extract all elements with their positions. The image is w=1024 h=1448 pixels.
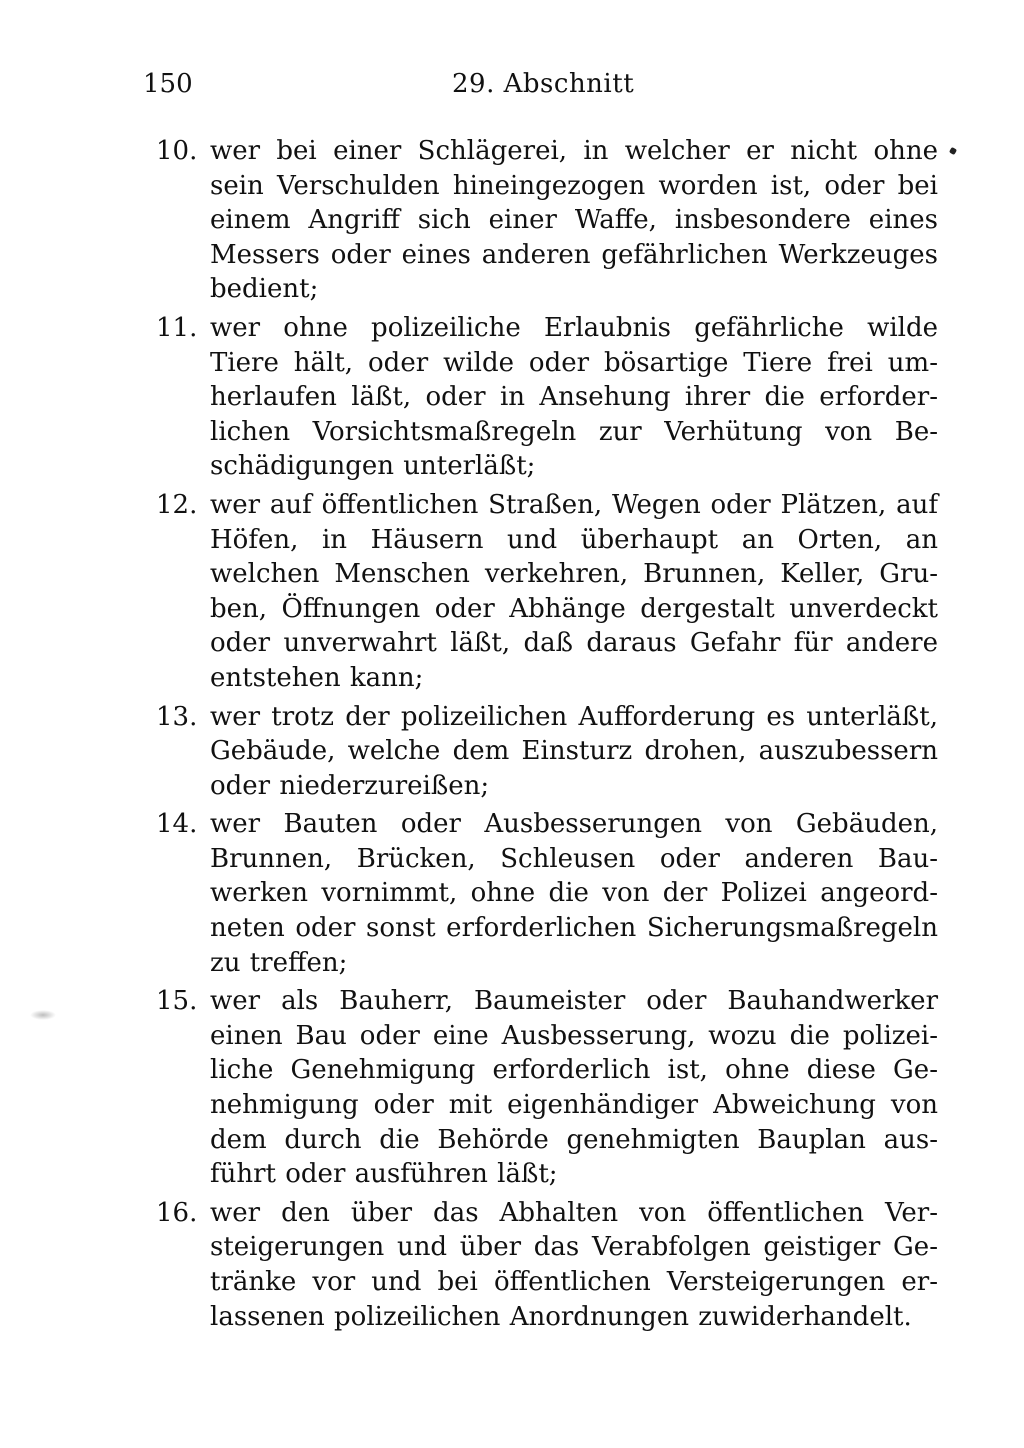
item-number: 10. xyxy=(156,136,198,166)
list-item xyxy=(150,807,938,980)
item-text: wer Bauten oder Ausbesserungen von Gebäuden, Brunnen, Brücken, Schleusen oder anderen Bauwerken vornimmt, ohne die von der Polizei angeordneten oder sonst erforderlichen Sicherungsmaßregeln zu treffen; xyxy=(210,809,938,978)
item-number: 11. xyxy=(156,312,198,343)
item-text: wer als Bauherr, Baumeister oder Bauhandwerker einen Bau oder eine Ausbesserung, wozu die polizeiliche Genehmigung erforderlich ist, ohne diese Genehmigung oder mit eigenhändiger Abweichung von dem durch die Behörde genehmigten Bauplan ausführt oder ausführen läßt; xyxy=(210,986,938,1190)
item-text: wer bei einer Schlägerei, in welcher er nicht ohne sein Verschulden hineingezogen worden ist, oder bei einem Angriff sich einer Waffe, insbesondere eines Messers oder eines anderen gefährlichen Werkzeuges bedient; xyxy=(210,136,938,305)
margin-smudge xyxy=(30,1010,56,1020)
item-number: 13. xyxy=(156,701,198,732)
item-number: 16. xyxy=(156,1197,198,1228)
item-text: wer den über das Abhalten von öffentlichen Versteigerungen und über das Verabfolgen geistiger Getränke vor und bei öffentlichen Versteigerungen erlassenen polizeilichen Anordnungen zuwiderhandelt. xyxy=(210,1197,938,1332)
section-title: 29. Abschnitt xyxy=(452,69,635,99)
item-number: 12. xyxy=(156,489,198,520)
margin-mark xyxy=(949,147,957,155)
list-item xyxy=(150,311,938,484)
numbered-list xyxy=(150,134,938,1338)
list-item xyxy=(150,700,938,804)
page-number: 150 xyxy=(143,69,193,99)
item-number: 15. xyxy=(156,986,198,1017)
list-item xyxy=(150,488,938,696)
list-item xyxy=(150,984,938,1192)
list-item xyxy=(150,134,938,307)
list-item xyxy=(150,1196,938,1334)
item-text: wer ohne polizeiliche Erlaubnis gefährliche wilde Tiere hält, oder wilde oder bösartige Tiere frei umherlaufen läßt, oder in Ansehung ihrer die erforderlichen Vorsichtsmaßregeln zur Verhütung von Beschädigungen unterläßt; xyxy=(210,312,938,482)
item-text: wer trotz der polizeilichen Aufforderung es unterläßt, Gebäude, welche dem Einsturz drohen, auszubessern oder niederzureißen; xyxy=(210,701,938,801)
item-text: wer auf öffentlichen Straßen, Wegen oder Plätzen, auf Höfen, in Häusern und überhaupt an Orten, an welchen Menschen verkehren, Brunnen, Keller, Gruben, Öffnungen oder Abhänge dergestalt unverdeckt oder unverwahrt läßt, daß daraus Gefahr für andere entstehen kann; xyxy=(210,489,938,693)
item-number: 14. xyxy=(156,809,198,840)
